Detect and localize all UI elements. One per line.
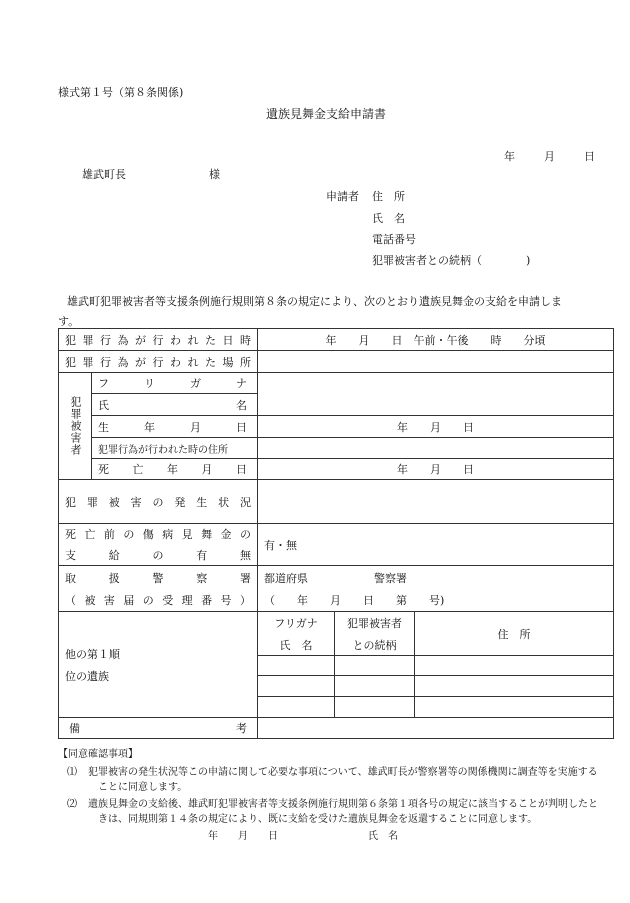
applicant-phone-label: 電話番号	[372, 233, 416, 246]
victim-address-label: 犯罪行為が行われた時の住所	[92, 438, 258, 459]
death-date-label: 死 亡 年 月 日	[92, 459, 258, 480]
applicant-relationship-label: 犯罪被害者との続柄（ )	[372, 254, 531, 267]
victim-label: 犯罪被害者	[59, 373, 92, 480]
heirs-row-1-name[interactable]	[258, 656, 335, 676]
victim-furigana-label: フ リ ガ ナ	[92, 373, 258, 394]
consent-item-2-number: ⑵	[67, 799, 77, 810]
date-year: 年	[504, 150, 515, 163]
honorific: 様	[209, 168, 220, 181]
death-date-field[interactable]: 年 月 日	[258, 459, 614, 480]
date-day: 日	[584, 150, 595, 163]
heirs-col-relationship-header: 犯罪被害者 との続柄	[335, 612, 415, 656]
consent-heading: 【同意確認事項】	[58, 749, 138, 760]
injury-label: 死 亡 前 の 傷 病 見 舞 金 の 支 給 の 有 無	[59, 524, 258, 566]
heirs-row-1-relationship[interactable]	[335, 656, 415, 676]
heirs-row-3-relationship[interactable]	[335, 697, 415, 718]
date-month: 月	[544, 150, 555, 163]
consent-item-1-line-1: 犯罪被害の発生状況等この申請に関して必要な事項について、雄武町長が警察署等の関係機関に調査等を実施する	[88, 767, 598, 778]
application-table	[58, 328, 614, 739]
consent-item-1-number: ⑴	[67, 767, 77, 778]
crime-place-field[interactable]	[258, 351, 614, 373]
damage-field[interactable]	[258, 480, 614, 524]
heirs-col-address-header: 住 所	[415, 612, 614, 656]
police-label: 取 扱 警 察 署 （ 被 害 届 の 受 理 番 号 ）	[59, 566, 258, 612]
consent-name: 氏 名	[368, 831, 398, 842]
applicant-name-label: 氏 名	[372, 212, 405, 225]
document-title: 遺族見舞金支給申請書	[266, 107, 387, 121]
heirs-label: 他の第１順 位の遺族	[59, 612, 258, 718]
victim-birth-field[interactable]: 年 月 日	[258, 416, 614, 438]
victim-name-field[interactable]	[258, 373, 614, 416]
form-number: 様式第１号（第８条関係)	[58, 86, 184, 99]
consent-item-2-line-2: きは、同規則第１４条の規定により、既に支給を受けた遺族見舞金を返還することに同意します。	[98, 814, 538, 825]
heirs-row-2-relationship[interactable]	[335, 676, 415, 697]
consent-date: 年 月 日	[208, 831, 278, 842]
remarks-label: 備 考	[59, 718, 258, 739]
victim-name-label: 氏 名	[92, 394, 258, 416]
crime-datetime-field[interactable]: 年 月 日 午前・午後 時 分頃	[258, 329, 614, 351]
date-line	[504, 148, 595, 164]
heirs-row-1-address[interactable]	[415, 656, 614, 676]
intro-line-1: 雄武町犯罪被害者等支援条例施行規則第８条の規定により、次のとおり遺族見舞金の支給を申請しま	[67, 295, 562, 308]
damage-label: 犯 罪 被 害 の 発 生 状 況	[59, 480, 258, 524]
heirs-col-name-header: フリガナ 氏 名	[258, 612, 335, 656]
applicant-address-label: 住 所	[372, 190, 405, 203]
victim-birth-label: 生 年 月 日	[92, 416, 258, 438]
injury-field[interactable]: 有・無	[258, 524, 614, 566]
crime-datetime-label: 犯 罪 行 為 が 行 わ れ た 日 時	[59, 329, 258, 351]
victim-address-field[interactable]	[258, 438, 614, 459]
applicant-label: 申請者	[326, 190, 359, 203]
heirs-row-2-address[interactable]	[415, 676, 614, 697]
remarks-field[interactable]	[258, 718, 614, 739]
crime-place-label: 犯 罪 行 為 が 行 わ れ た 場 所	[59, 351, 258, 373]
heirs-row-3-name[interactable]	[258, 697, 335, 718]
intro-line-2: す。	[58, 315, 80, 328]
consent-item-2-line-1: 遺族見舞金の支給後、雄武町犯罪被害者等支援条例施行規則第６条第１項各号の規定に該当することが判明したと	[88, 799, 598, 810]
addressee: 雄武町長	[82, 168, 126, 181]
heirs-row-3-address[interactable]	[415, 697, 614, 718]
heirs-row-2-name[interactable]	[258, 676, 335, 697]
police-field[interactable]: 都道府県 警察署 （ 年 月 日 第 号)	[258, 566, 614, 612]
consent-item-1-line-2: ことに同意します。	[98, 782, 188, 793]
